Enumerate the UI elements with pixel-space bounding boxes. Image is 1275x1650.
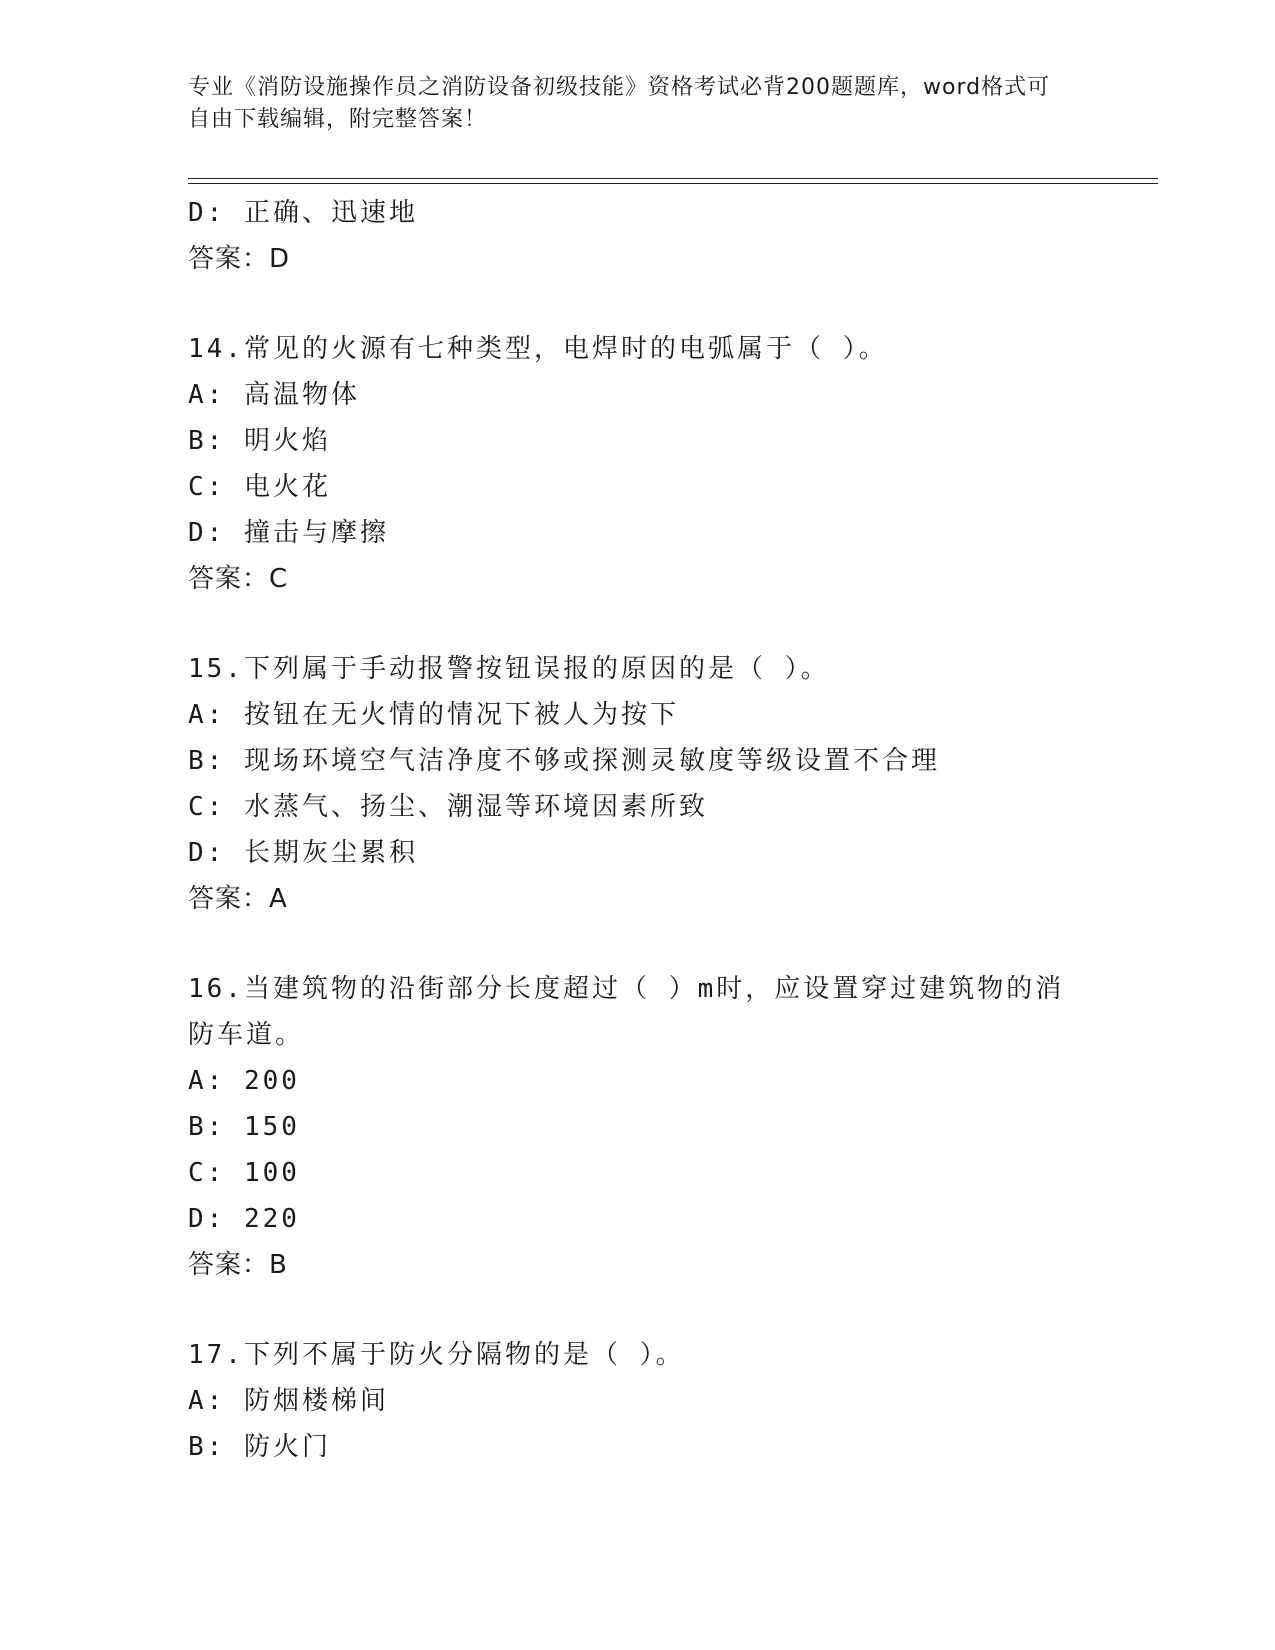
option-b: B: 现场环境空气洁净度不够或探测灵敏度等级设置不合理 <box>188 746 940 776</box>
option-d: D: 长期灰尘累积 <box>188 838 418 868</box>
spacer <box>188 922 1088 966</box>
option-b: B: 150 <box>188 1112 300 1142</box>
prev-answer: 答案：D <box>188 244 291 274</box>
option-c: C: 100 <box>188 1158 300 1188</box>
document-header <box>188 72 1068 136</box>
option-a: A: 防烟楼梯间 <box>188 1386 389 1416</box>
option-b: B: 明火焰 <box>188 426 331 456</box>
option-d: D: 220 <box>188 1204 300 1234</box>
spacer <box>188 282 1088 326</box>
answer: 答案：C <box>188 564 289 594</box>
option-a: A: 高温物体 <box>188 380 360 410</box>
prev-option-d: D: 正确、迅速地 <box>188 198 418 228</box>
question-stem: 16.当建筑物的沿街部分长度超过（ ）m时，应设置穿过建筑物的消防车道。 <box>188 974 1065 1050</box>
answer: 答案：A <box>188 884 288 914</box>
spacer <box>188 602 1088 646</box>
option-a: A: 按钮在无火情的情况下被人为按下 <box>188 700 679 730</box>
question-list <box>188 190 1088 1470</box>
option-c: C: 水蒸气、扬尘、潮湿等环境因素所致 <box>188 792 708 822</box>
question-stem: 15.下列属于手动报警按钮误报的原因的是（ ）。 <box>188 654 830 684</box>
answer: 答案：B <box>188 1250 288 1280</box>
header-title: 专业《消防设施操作员之消防设备初级技能》资格考试必背200题题库，word格式可自由下载编辑，附完整答案！ <box>188 75 1051 132</box>
option-a: A: 200 <box>188 1066 300 1096</box>
option-c: C: 电火花 <box>188 472 331 502</box>
question-stem: 14.常见的火源有七种类型，电焊时的电弧属于（ ）。 <box>188 334 888 364</box>
spacer <box>188 1288 1088 1332</box>
option-d: D: 撞击与摩擦 <box>188 518 389 548</box>
question-stem: 17.下列不属于防火分隔物的是（ ）。 <box>188 1340 685 1370</box>
header-divider-bottom <box>188 183 1158 184</box>
header-divider-top <box>188 178 1158 179</box>
option-b: B: 防火门 <box>188 1432 331 1462</box>
